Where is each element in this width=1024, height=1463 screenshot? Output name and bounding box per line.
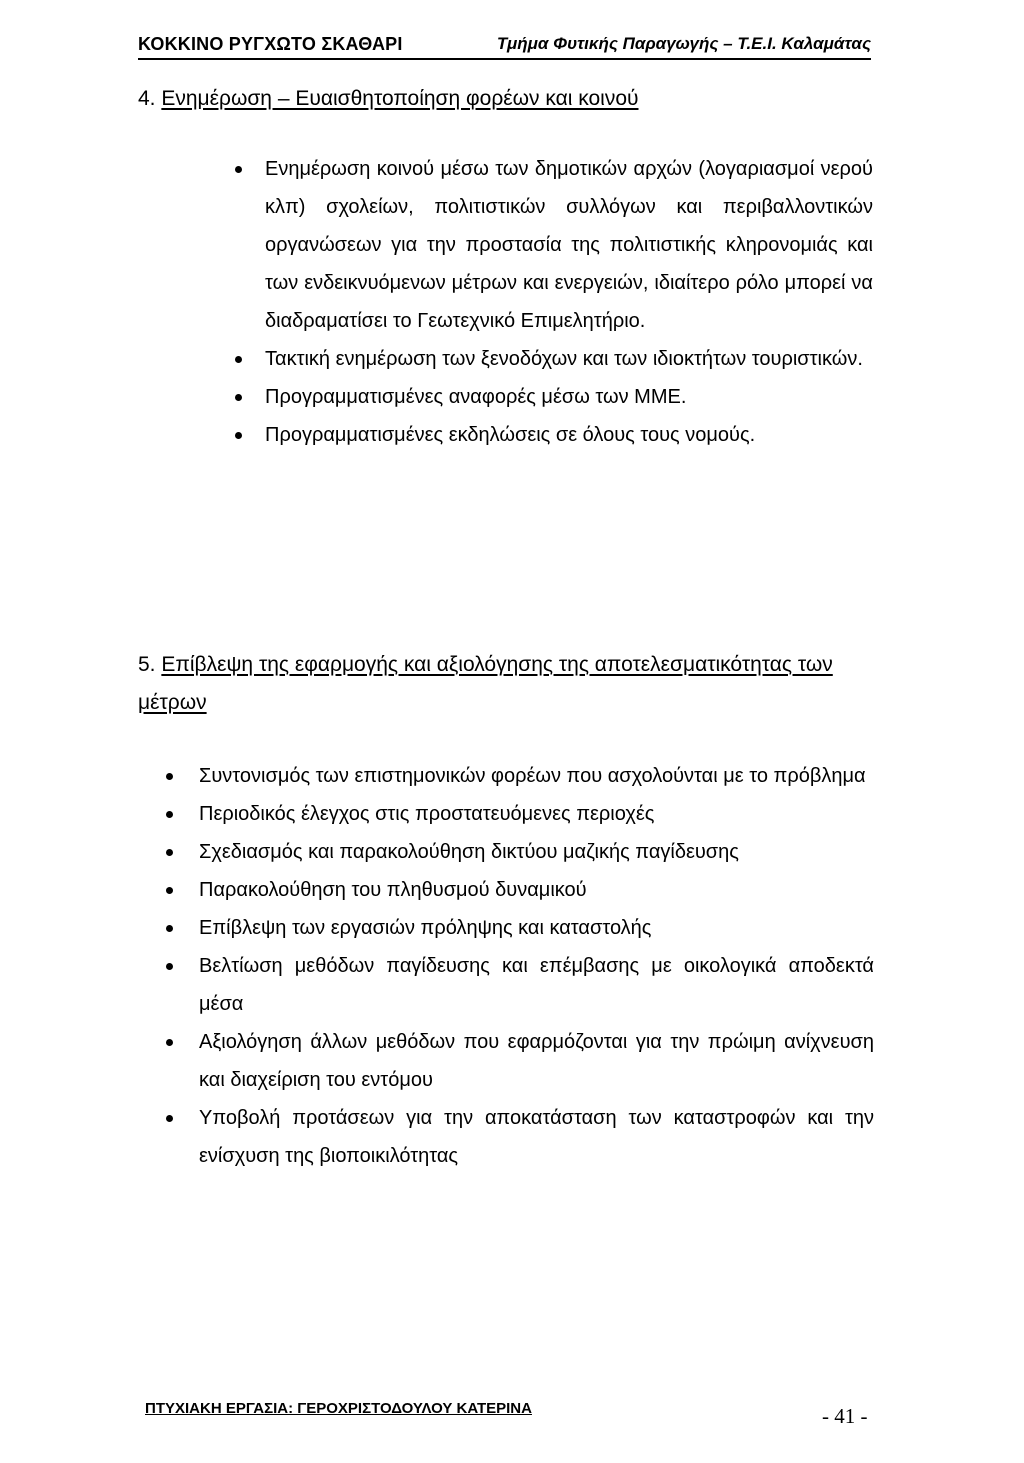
list-item: Αξιολόγηση άλλων μεθόδων που εφαρμόζονται για την πρώιμη ανίχνευση και διαχείριση του εντόμου xyxy=(199,1023,874,1099)
page-number: - 41 - xyxy=(822,1404,868,1428)
list-item: Τακτική ενημέρωση των ξενοδόχων και των ιδιοκτήτων τουριστικών. xyxy=(265,340,873,378)
list-item: Προγραμματισμένες αναφορές μέσω των ΜΜΕ. xyxy=(265,378,873,416)
list-item: Περιοδικός έλεγχος στις προστατευόμενες περιοχές xyxy=(199,795,874,833)
list-item: Συντονισμός των επιστημονικών φορέων που ασχολούνται με το πρόβλημα xyxy=(199,757,874,795)
list-item: Υποβολή προτάσεων για την αποκατάσταση των καταστροφών και την ενίσχυση της βιοποικιλότητας xyxy=(199,1099,874,1175)
section-5-title: Επίβλεψη της εφαρμογής και αξιολόγησης της αποτελεσματικότητας των μέτρων xyxy=(138,653,833,714)
section-4-list xyxy=(265,150,873,454)
header-department: Τμήμα Φυτικής Παραγωγής – Τ.Ε.Ι. Καλαμάτας xyxy=(496,34,871,53)
section-5-number: 5. xyxy=(138,653,162,676)
header-title: ΚΟΚΚΙΝΟ ΡΥΓΧΩΤΟ ΣΚΑΘΑΡΙ xyxy=(138,34,403,54)
list-item: Επίβλεψη των εργασιών πρόληψης και καταστολής xyxy=(199,909,874,947)
list-item: Σχεδιασμός και παρακολούθηση δικτύου μαζικής παγίδευσης xyxy=(199,833,874,871)
page-header xyxy=(138,30,871,60)
section-4-title: Ενημέρωση – Ευαισθητοποίηση φορέων και κοινού xyxy=(161,87,639,110)
section-5-list xyxy=(199,757,874,1175)
footer-thesis-title: ΠΤΥΧΙΑΚΗ ΕΡΓΑΣΙΑ: ΓΕΡΟΧΡΙΣΤΟΔΟΥΛΟΥ ΚΑΤΕΡΙΝΑ xyxy=(145,1400,532,1417)
list-item: Παρακολούθηση του πληθυσμού δυναμικού xyxy=(199,871,874,909)
list-item: Ενημέρωση κοινού μέσω των δημοτικών αρχών (λογαριασμοί νερού κλπ) σχολείων, πολιτιστικών συλλόγων και περιβαλλοντικών οργανώσεων για την προστασία της πολιτιστικής κληρονομιάς και των ενδεικνυόμενων μέτρων και ενεργειών, ιδιαίτερο ρόλο μπορεί να διαδραματίσει το Γεωτεχνικό Επιμελητήριο. xyxy=(265,150,873,340)
list-item: Προγραμματισμένες εκδηλώσεις σε όλους τους νομούς. xyxy=(265,416,873,454)
section-4-number: 4. xyxy=(138,87,162,110)
section-4-heading xyxy=(138,80,878,118)
section-5-heading xyxy=(138,646,878,722)
list-item: Βελτίωση μεθόδων παγίδευσης και επέμβασης με οικολογικά αποδεκτά μέσα xyxy=(199,947,874,1023)
